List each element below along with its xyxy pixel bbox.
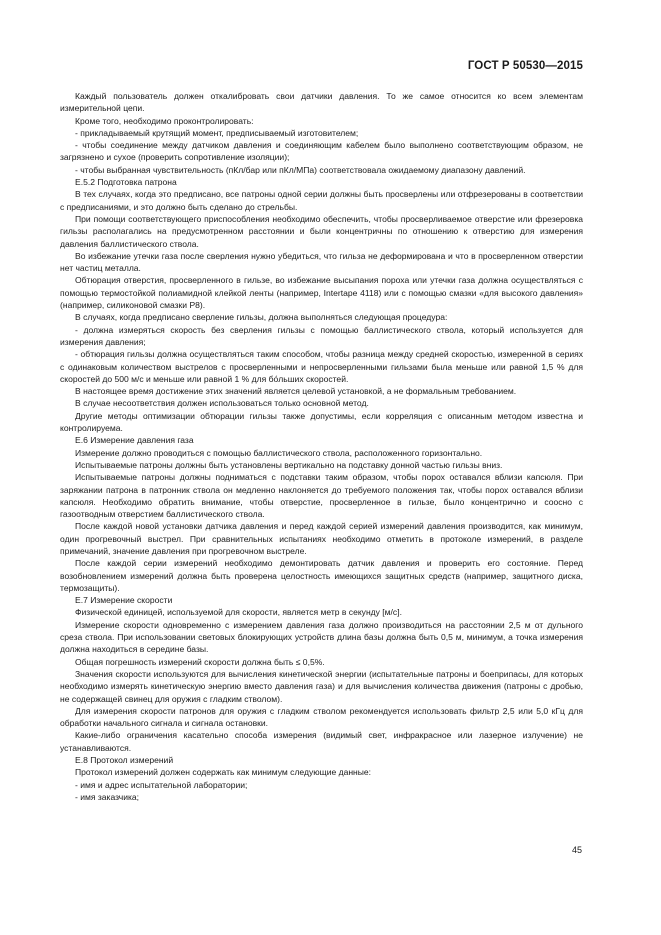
document-code-header: ГОСТ Р 50530—2015 — [467, 60, 583, 72]
list-item: - прикладываемый крутящий момент, предписываемый изготовителем; — [75, 127, 359, 138]
section-heading-e52: Е.5.2 Подготовка патрона — [75, 177, 177, 188]
list-item: - имя заказчика; — [75, 791, 140, 802]
paragraph: Какие-либо ограничения касательно способа измерения (видимый свет, инфракрасное или лазерное излучение) не устанавливаются. — [60, 730, 583, 753]
paragraph: В настоящее время достижение этих значений является целевой установкой, а не формальным требованием. — [75, 386, 517, 397]
paragraph: В случаях, когда предписано сверление гильзы, должна выполняться следующая процедура: — [75, 312, 448, 323]
list-item: - имя и адрес испытательной лаборатории; — [75, 779, 248, 790]
paragraph: Испытываемые патроны должны быть установлены вертикально на подставку донной частью гильзы вниз. — [75, 459, 503, 470]
paragraph: Для измерения скорости патронов для оружия с гладким стволом рекомендуется использовать фильтр 2,5 или 5,0 кГц для обработки начального сигнала и сигнала остановки. — [60, 705, 583, 729]
section-heading-e7: Е.7 Измерение скорости — [75, 595, 173, 606]
body-text — [60, 90, 583, 803]
paragraph: Кроме того, необходимо проконтролировать: — [75, 115, 254, 126]
paragraph: Протокол измерений должен содержать как минимум следующие данные: — [75, 767, 372, 778]
paragraph: В тех случаях, когда это предписано, все патроны одной серии должны быть просверлены или отфрезерованы в соответствии с предписаниями, и это должно быть сделано до стрельбы. — [60, 189, 583, 212]
paragraph: Общая погрешность измерений скорости должна быть ≤ 0,5%. — [75, 656, 325, 667]
paragraph: Во избежание утечки газа после сверления нужно убедиться, что гильза не деформирована и что в просверленном отверстии нет частиц металла. — [60, 250, 583, 274]
section-heading-e8: Е.8 Протокол измерений — [75, 755, 174, 766]
paragraph: При помощи соответствующего приспособления необходимо обеспечить, чтобы просверливаемое отверстие или фрезеровка гильзы располагались на предусмотренном расстоянии и были концентричны по отношению к отверстию для измерения давления баллистического ствола. — [60, 213, 583, 249]
paragraph: Другие методы оптимизации обтюрации гильзы также допустимы, если корреляция с описанным методом известна и контролируема. — [60, 410, 583, 434]
page-number: 45 — [571, 845, 582, 855]
paragraph: Каждый пользователь должен откалибровать свои датчики давления. То же самое относится ко всем элементам измерительной цепи. — [60, 91, 583, 114]
paragraph: Обтюрация отверстия, просверленного в гильзе, во избежание высыпания пороха или утечки газа должна осуществляться с помощью термостойкой полиамидной клейкой ленты (например, Intertape 4118) или с помощью смазки «для высокого давления» (например, силиконовой смазки Р8). — [60, 275, 583, 311]
paragraph: После каждой серии измерений необходимо демонтировать датчик давления и проверить его состояние. Перед возобновлением измерений должна быть проверена целостность имеющихся защитных средств (например, защитного диска, термозащиты). — [60, 558, 583, 593]
paragraph: В случае несоответствия должен использоваться только основной метод. — [75, 398, 369, 409]
paragraph: После каждой новой установки датчика давления и перед каждой серией измерений давления производится, как минимум, один прогревочный выстрел. При сравнительных испытаниях необходимо отметить в протоколе измерений, в разделе примечаний, значение давления при прогревочном выстреле. — [60, 521, 583, 556]
list-item: - чтобы выбранная чувствительность (пКл/бар или пКл/МПа) соответствовала ожидаемому диапазону давлений. — [75, 164, 526, 175]
section-heading-e6: Е.6 Измерение давления газа — [75, 435, 194, 446]
paragraph: Значения скорости используются для вычисления кинетической энергии (испытательные патроны и боеприпасы, для которых необходимо измерять кинетическую энергию вместо давления газа) и для вычисления количества движения (патроны с дробью, не содержащей свинец для оружия с гладким стволом). — [60, 668, 583, 704]
list-item: - чтобы соединение между датчиком давления и соединяющим кабелем было выполнено соответствующим образом, не загрязнено и сухое (проверить сопротивление изоляции); — [60, 140, 583, 163]
list-item: - обтюрация гильзы должна осуществляться таким способом, чтобы разница между средней скоростью, измеренной в сериях с одинаковым количеством выстрелов с просверленными и непросверленными гильзами была меньше или равной 1,5 % для скоростей до 500 м/с и меньше или равной 1 % для бо́льших скоростей. — [60, 349, 583, 384]
paragraph: Физической единицей, используемой для скорости, является метр в секунду [м/с]. — [75, 607, 402, 618]
paragraph: Измерение должно проводиться с помощью баллистического ствола, расположенного горизонтально. — [75, 447, 483, 458]
list-item: - должна измеряться скорость без сверления гильзы с помощью баллистического ствола, который используется для измерения давления; — [60, 324, 583, 347]
paragraph: Испытываемые патроны должны подниматься с подставки таким образом, чтобы порох оставался вблизи капсюля. При заряжании патрона в патронник ствола он медленно наклоняется до требуемого положения так, чтобы порох оставался вблизи капсюля. Необходимо обратить внимание, чтобы отверстие, просверленное в гильзе, было концентрично и соосно с газоотводным отверстием баллистического ствола. — [60, 472, 583, 520]
paragraph: Измерение скорости одновременно с измерением давления газа должно производиться на расстоянии 2,5 м от дульного среза ствола. При использовании световых блокирующих устройств длина базы должна быть 0,5 м, минимум, а точка измерения должна находиться в середине базы. — [60, 619, 583, 655]
